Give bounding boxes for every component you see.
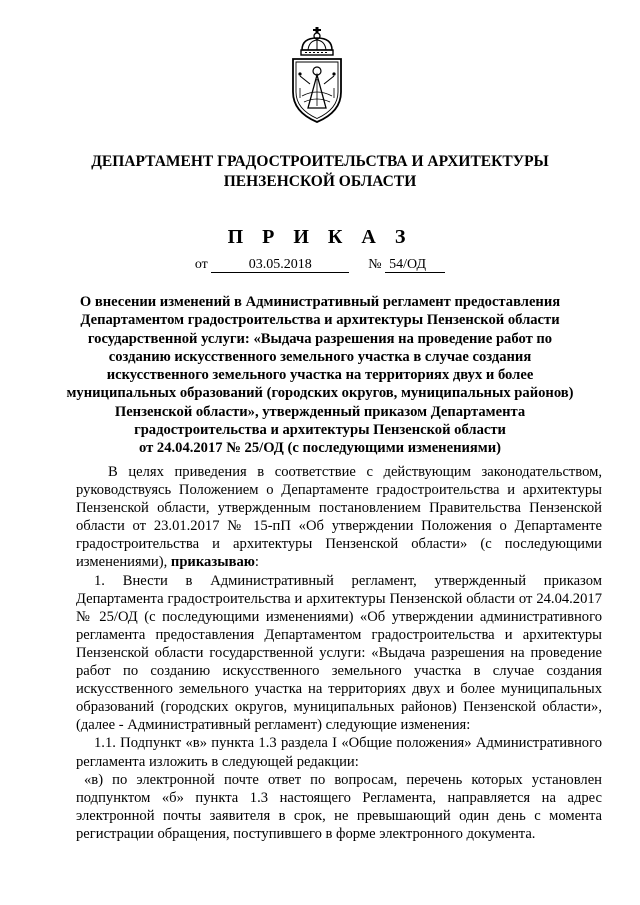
order-date: 03.05.2018 [211, 257, 349, 273]
title-line: государственной услуги: «Выдача разрешения на проведение работ по [87, 330, 553, 347]
title-line: Пензенской области», утвержденный приказом Департамента [114, 403, 526, 420]
title-line: от 24.04.2017 № 25/ОД (с последующими изменениями) [138, 440, 501, 457]
order-date-line [0, 257, 640, 273]
order-verb: приказываю [170, 554, 255, 571]
penza-coat-of-arms-icon [288, 26, 346, 126]
order-number: 54/ОД [385, 257, 445, 273]
department-line-1: ДЕПАРТАМЕНТ ГРАДОСТРОИТЕЛЬСТВА И АРХИТЕКТУРЫ [91, 153, 549, 170]
title-line: созданию искусственного земельного участка в случае создания [108, 348, 532, 365]
title-line: искусственного земельного участка на территориях двух и более [106, 367, 534, 384]
paragraph-preamble [76, 463, 602, 572]
title-line: Департаментом градостроительства и архитектуры Пензенской области [80, 312, 560, 329]
department-line-2: ПЕНЗЕНСКОЙ ОБЛАСТИ [223, 173, 417, 190]
preamble-text: В целях приведения в соответствие с действующим законодательством, руководствуясь Положением о Департаменте градостроительства и архитектуры Пензенской области, утвержденным постановлением Правительства Пензенской области от 23.01.2017 № 15-пП «Об утверждении Положения о Департаменте градостроительства и архитектуры Пензенской области» (с последующими изменениями), [76, 464, 602, 571]
order-body [76, 463, 602, 843]
title-line: градостроительства и архитектуры Пензенской области [134, 422, 506, 439]
paragraph-item-v: «в) по электронной почте ответ по вопросам, перечень которых установлен подпунктом «б» пункта 1.3 настоящего Регламента, направляется на адрес электронной почты заявителя в срок, не превышающий один день с момента регистрации обращения, поступившего в форме электронного документа. [76, 771, 602, 842]
preamble-colon: : [254, 554, 259, 571]
paragraph-item-1-1: 1.1. Подпункт «в» пункта 1.3 раздела I «Общие положения» Административного регламента изложить в следующей редакции: [76, 735, 602, 770]
title-line: муниципальных образований (городских округов, муниципальных районов) [66, 385, 574, 402]
title-line: О внесении изменений в Административный регламент предоставления [79, 294, 561, 310]
order-title [60, 293, 580, 458]
paragraph-item-1: 1. Внести в Административный регламент, утвержденный приказом Департамента градостроительства и архитектуры Пензенской области от 24.04.2017 № 25/ОД (с последующими изменениями) «Об утверждении административного регламента предоставления Департаментом градостроительства и архитектуры Пензенской области государственной услуги: «Выдача разрешения на проведение работ по созданию искусственного земельного участка в случае создания искусственного земельного участка на территориях двух и более муниципальных образований (городских округов, муниципальных районов) Пензенской области», (далее - Административный регламент) следующие изменения: [76, 572, 602, 734]
department-name [0, 152, 640, 192]
number-label: № [368, 257, 382, 272]
order-heading: П Р И К А З [227, 226, 413, 248]
date-label: от [194, 257, 208, 272]
